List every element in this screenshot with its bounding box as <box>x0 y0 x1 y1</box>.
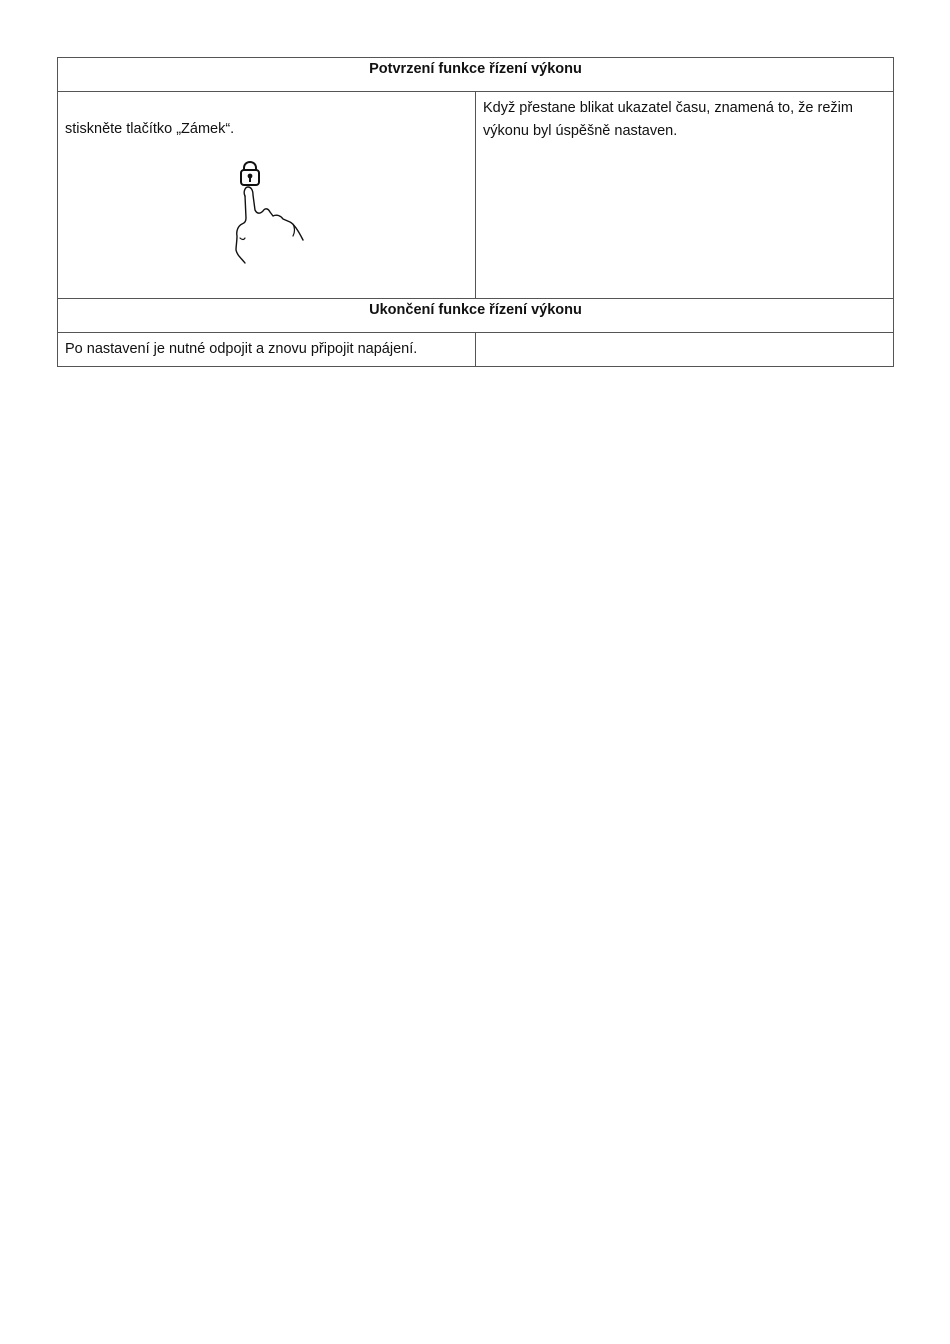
end-result-cell <box>476 333 894 367</box>
finger-press-lock-icon <box>233 158 313 268</box>
section-title-end: Ukončení funkce řízení výkonu <box>58 299 894 333</box>
end-instruction-text: Po nastavení je nutné odpojit a znovu připojit napájení. <box>65 341 418 357</box>
end-instruction-cell <box>58 333 476 367</box>
instruction-cell <box>58 92 476 299</box>
result-cell <box>476 92 894 299</box>
section-title-confirm: Potvrzení funkce řízení výkonu <box>58 58 894 92</box>
end-instruction-row <box>58 333 894 367</box>
section-header-row <box>58 58 894 92</box>
section-header-row <box>58 299 894 333</box>
power-control-table <box>57 57 894 367</box>
instruction-text: stiskněte tlačítko „Zámek“. <box>65 121 235 137</box>
result-text: Když přestane blikat ukazatel času, znamená to, že režim výkonu byl úspěšně nastaven. <box>483 100 853 139</box>
instruction-row <box>58 92 894 299</box>
